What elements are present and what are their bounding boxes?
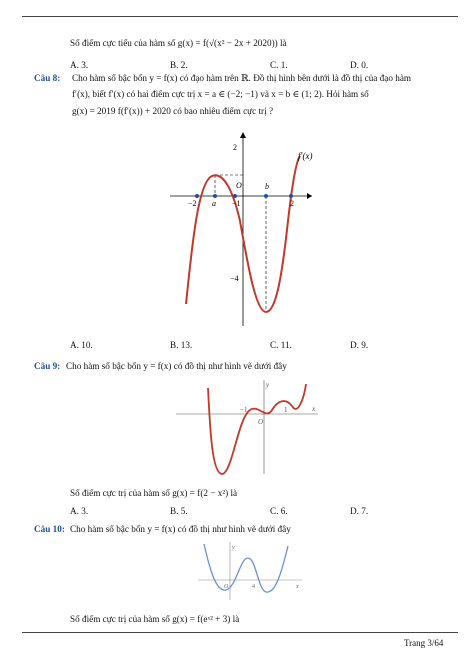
q8-option-b: B. 13. (170, 340, 193, 350)
footer-rule (22, 632, 458, 633)
q8-tick-y2: 2 (233, 143, 237, 152)
q10-x-label: x (296, 584, 299, 590)
q8-line3: g(x) = 2019 f(f′(x)) + 2020 có bao nhiêu điểm cực trị ? (72, 106, 274, 116)
q8-tick-x2: 2 (290, 199, 294, 208)
q9-line1: Cho hàm số bậc bốn y = f(x) có đồ thị như hình vẽ dưới đây (66, 361, 287, 371)
q10-tick-4: 4 (252, 584, 255, 590)
q10-tick-origin: O (224, 584, 229, 590)
q9-label: Câu 9: (34, 361, 61, 371)
intro-option-d: D. 0. (350, 60, 369, 70)
page-number: Trang 3/64 (404, 638, 444, 648)
q8-fprime-label: f′(x) (298, 151, 313, 161)
q9-question: Số điểm cực trị của hàm số g(x) = f(2 − x²) là (70, 488, 238, 498)
q9-graph (172, 378, 322, 478)
q8-tick-b: b (265, 182, 269, 191)
q8-point-neg1 (233, 194, 237, 198)
intro-question: Số điểm cực tiểu của hàm số g(x) = f(√(x² − 2x + 2020)) là (70, 38, 287, 48)
q8-tick-a: a (212, 199, 216, 208)
q9-option-a: A. 3. (70, 506, 89, 516)
q8-point-b (264, 194, 268, 198)
q8-point-neg2 (195, 194, 199, 198)
q10-graph (196, 540, 306, 602)
q9-x-label: x (312, 405, 316, 413)
intro-option-c: C. 1. (270, 60, 288, 70)
q8-tick-neg2: −2 (188, 199, 197, 208)
q10-label: Câu 10: (34, 524, 65, 534)
q9-tick-neg1: −1 (240, 406, 248, 414)
q8-tick-origin: O (236, 181, 242, 190)
q10-question: Số điểm cực trị của hàm số g(x) = f(eˣ² + 3) là (70, 614, 240, 624)
q8-line2: f′(x), biết f′(x) có hai điểm cực trị x = a ∈ (−2; −1) và x = b ∈ (1; 2). Hỏi hàm số (72, 89, 369, 99)
q8-tick-neg1: −1 (232, 199, 241, 208)
q10-curve (204, 544, 288, 592)
q8-option-a: A. 10. (70, 340, 93, 350)
intro-option-a: A. 3. (70, 60, 89, 70)
q8-tick-yneg4: −4 (230, 274, 239, 283)
q8-label: Câu 8: (34, 73, 61, 83)
q8-point-a (213, 194, 217, 198)
q9-curve (208, 384, 306, 474)
q10-y-label: y (232, 545, 235, 551)
q9-tick-origin: O (258, 418, 264, 426)
q8-option-d: D. 9. (350, 340, 369, 350)
q9-option-b: B. 5. (170, 506, 188, 516)
q10-line1: Cho hàm số bậc bốn y = f(x) có đồ thị như hình vẽ dưới đây (70, 524, 291, 534)
header-rule (22, 16, 458, 17)
q8-x-arrow (307, 193, 312, 199)
q9-tick-1: 1 (284, 406, 288, 414)
q8-graph (160, 126, 320, 334)
q9-option-c: C. 6. (270, 506, 288, 516)
q8-point-2 (289, 194, 293, 198)
intro-option-b: B. 2. (170, 60, 188, 70)
q9-y-label: y (266, 381, 270, 389)
q8-line1: Cho hàm số bậc bốn y = f(x) có đạo hàm trên ℝ. Đồ thị hình bên dưới là đồ thị của đạo hàm (72, 73, 412, 83)
q8-option-c: C. 11. (270, 340, 292, 350)
q9-option-d: D. 7. (350, 506, 369, 516)
q8-y-arrow (240, 132, 246, 138)
